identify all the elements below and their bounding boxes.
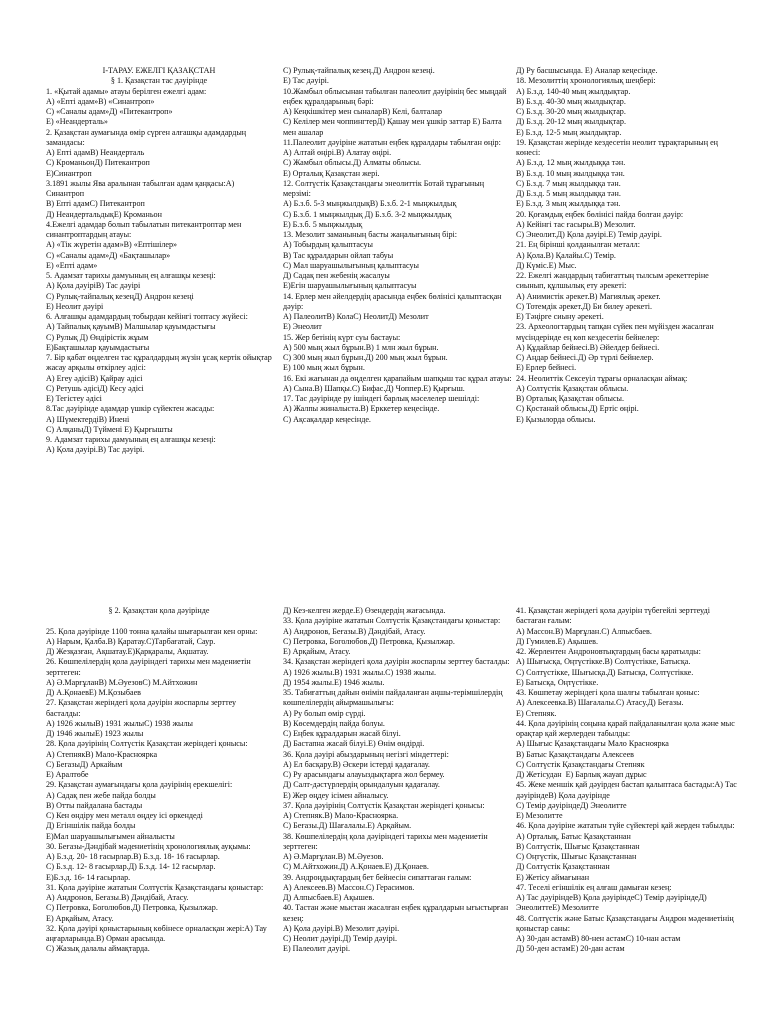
text-line: А) Қола дәуірі.В) Тас дәуірі. bbox=[46, 445, 145, 455]
text-line: С) Ру арасындағы алауыздықтарға жол бермеу. bbox=[283, 770, 445, 779]
text-line: В) Б.з.д. 40-30 мың жылдықтар. bbox=[516, 96, 626, 106]
text-line: С) Аңдар бейнесі.Д) Әр түрлі бейнелер. bbox=[516, 353, 654, 362]
text-line: Е) Энеолит bbox=[283, 322, 322, 332]
text-line: А) Ә.МарғұланВ) М.ӘуезовС) М.Айтхожин bbox=[46, 677, 198, 687]
text-line: С) Петровка, Боголюбов.Д) Петровка, Қызылжар. bbox=[283, 636, 455, 646]
text-line: 19. Қазақстан жерінде кездесетін неолит тұрақтарының ең көнесі: bbox=[516, 137, 721, 157]
text-line: Е) Неолит дәуірі bbox=[46, 301, 104, 311]
text-line: А) Тас дәуіріндеВ) Қола дәуіріндеС) Темір дәуіріндеД) ЭнеолиттеЕ) Мезолитте bbox=[516, 893, 709, 913]
text-line: 22. Ежелгі жандардың табиғаттың тылсым әрекеттеріне сиынып, құлшылық ету әрекеті: bbox=[516, 271, 711, 291]
text-line: А) Ру болып өмір сүрді. bbox=[283, 708, 366, 718]
text-line: 15. Жер бетінің күрт суы бастауы: bbox=[283, 332, 401, 342]
text-line: А) Тайпалық қауымВ) Малшылар қауымдастығы bbox=[46, 322, 216, 332]
text-line: 40. Тастан және мыстан жасалған еңбек құралдарын ығыстырған кезең: bbox=[283, 903, 511, 923]
text-line: А) Кейінгі тас ғасыры.В) Мезолит. bbox=[516, 219, 636, 229]
text-line: 18. Мезолиттің хронологиялық шеңбері: bbox=[516, 76, 656, 86]
page-part-bronze-age bbox=[46, 606, 739, 1016]
text-line: А) Б.з.д. 140-40 мың жылдықтар. bbox=[516, 86, 631, 96]
text-line: Е) «Епті адам» bbox=[46, 260, 98, 270]
text-line: 13. Мезолит заманының басты жаңалығының бірі: bbox=[283, 230, 458, 239]
text-line: 28. Қола дәуірінің Солтүстік Қазақстан жеріндегі қонысы: bbox=[46, 739, 248, 749]
text-line: А) Қола дәуірі.В) Мезолит дәуірі. bbox=[283, 923, 400, 933]
text-line: С) Мал шаруашылығының қалыптасуы bbox=[283, 260, 419, 270]
column-1 bbox=[46, 66, 272, 456]
text-line: С) Б.з.д. 30-20 мың жылдықтар. bbox=[516, 107, 626, 116]
text-line: А) Ел басқару.В) Әскери істерді қадағалау. bbox=[283, 759, 430, 769]
text-line: 43. Көшпетау жеріндегі қола шалғы табылған қоныс: bbox=[516, 688, 700, 697]
text-line: В) Батыс Қазақстандағы Алексеев bbox=[516, 749, 634, 759]
text-line: А) 30-дан астамВ) 80-нен астамС) 10-нан астам bbox=[516, 934, 681, 943]
text-line: 42. Жерлентен Андроновтықтардың басы қаратылды: bbox=[516, 647, 701, 656]
text-line: Е) Қызылорда облысы. bbox=[516, 414, 596, 424]
text-line: 38. Көшпелілердің қола дәуіріндегі тарихы мен мәдениетін зерттеген: bbox=[283, 831, 490, 851]
text-line: 3.1891 жылы Ява аралынан табылған адам қаңқасы:А) Синантроп bbox=[46, 178, 237, 198]
column-3 bbox=[516, 606, 738, 955]
text-line: 23. Археологтардың тапқан сүйек пен мүйізден жасалған мүсіндерінде ең көп кездесетін бейнелер: bbox=[516, 322, 716, 342]
text-line: Е) Тегістеу әдісі bbox=[46, 394, 102, 403]
text-line: С) Қостанай облысы.Д) Ертіс өңірі. bbox=[516, 404, 639, 414]
text-line: В) Отты пайдалана бастады bbox=[46, 800, 143, 810]
text-line: С) Б.з.д. 12- 8 ғасырлар.Д) Б.з.д. 14- 12 ғасырлар. bbox=[46, 862, 216, 872]
text-line: Е) Жер өңдеу ісімен айналысу. bbox=[283, 790, 389, 800]
text-line: А) Шығыс Қазақстандағы Мало Красноярка bbox=[516, 739, 669, 749]
text-line: А) Алексеев.В) Массон.С) Герасимов. bbox=[283, 882, 415, 892]
text-line: 11.Палеолит дәуіріне жататын еңбек құралдары табылған өңір: bbox=[283, 137, 501, 147]
text-line: С) Солтүстікке, Шығысқа.Д) Батысқа, Солтүстікке. bbox=[516, 667, 694, 677]
text-line: В) Тас құралдарын ойлап табуы bbox=[283, 250, 394, 260]
text-line: 6. Алғашқы адамдардың тобырдан кейінгі топтасу жүйесі: bbox=[46, 312, 248, 321]
text-line: С) Рулық-тайпалық кезең.Д) Андрон кезеңі. bbox=[283, 66, 435, 75]
column-1 bbox=[46, 606, 272, 955]
text-line: С) Жамбыл облысы.Д) Алматы облысы. bbox=[283, 158, 422, 168]
text-line: Д) Ру басшысында. Е) Аналар кеңесінде. bbox=[516, 66, 658, 75]
text-line: А) Андронов, Беғазы.В) Дәндібай, Атасу. bbox=[283, 626, 426, 636]
text-line: А) Алексеевка.В) Шағалалы.С) Атасу.Д) Беғазы. bbox=[516, 698, 684, 708]
text-line: 4.Ежелгі адамдар болып табылатын питекантроптар мен синантроптардың атауы: bbox=[46, 219, 244, 239]
text-line: Д) НеандертальдықЕ) Кроманьон bbox=[46, 209, 162, 219]
text-line: С) Кен өндіру мен металл өңдеу ісі өркендеді bbox=[46, 811, 203, 820]
text-line: 8.Тас дәуірінде адамдар үшкір сүйектен жасады: bbox=[46, 404, 215, 414]
text-line: Д) 50-ден астамЕ) 20-дан астам bbox=[516, 944, 625, 954]
column-2 bbox=[283, 66, 513, 425]
text-line: С) Б.з.д. 7 мың жылдыққа тән. bbox=[516, 178, 621, 188]
text-line: А) Алтай өңірі.В) Алатау өңірі. bbox=[283, 148, 392, 157]
text-line: С) Петровка, Боголюбов.Д) Петровка, Қызылжар. bbox=[46, 903, 218, 913]
text-line: Д) Б.з.д. 20-12 мың жылдықтар. bbox=[516, 117, 626, 127]
text-line: 34. Қазақстан жеріндегі қола дәуірін жоспарлы зерттеу басталды: bbox=[283, 657, 510, 667]
text-line: А) 1926 жылыВ) 1931 жылыС) 1938 жылы bbox=[46, 718, 193, 728]
text-line: С) КроманьонД) Питекантроп bbox=[46, 158, 150, 168]
text-line: А) ШүмектердіВ) Инені bbox=[46, 414, 130, 424]
text-line: 45. Жеке меншік қай дәуірден бастап қалыптаса бастады:А) Тас дәуіріндеВ) Қола дәуірінде bbox=[516, 780, 739, 800]
text-line: Е)Егін шаруашылығының қалыптасуы bbox=[283, 281, 417, 291]
text-line: Д) Гумилев.Е) Ақышев. bbox=[516, 636, 599, 646]
text-line: Д) Салт-дәстүрлердің орындалуын қадағалау. bbox=[283, 780, 440, 790]
text-line: Е) Ерлер бейнесі. bbox=[516, 363, 577, 373]
text-line: А) СтепнякВ) Мало-Красноярка bbox=[46, 749, 158, 759]
text-line: С) Еңбек құралдарын жасай білуі. bbox=[283, 729, 401, 738]
text-line: Д) Жетісудан Е) Барлық жауап дұрыс bbox=[516, 770, 647, 779]
text-line: А) Б.з.д. 12 мың жылдыққа тән. bbox=[516, 158, 626, 168]
text-line: Д) Б.з.д. 5 мың жылдыққа тән. bbox=[516, 189, 621, 198]
section-heading: I-ТАРАУ. ЕЖЕЛГІ ҚАЗАҚСТАН bbox=[102, 66, 216, 75]
text-line: А) Жалпы жиналыста.В) Ерккетер кеңесінде. bbox=[283, 404, 440, 414]
text-line: Д) 1946 жылыЕ) 1923 жылы bbox=[46, 729, 144, 738]
text-line: 31. Қола дәуіріне жататын Солтүстік Қазақстандағы қоныстар: bbox=[46, 882, 264, 892]
text-line: 1. «Қытай адамы» атауы берілген ежелгі адам: bbox=[46, 86, 207, 96]
text-line: Д) Жезқазған, Ақшатау.Е)Қарқаралы, Ақшатау. bbox=[46, 647, 209, 656]
text-line: Е)Б.з.д. 16- 14 ғасырлар. bbox=[46, 872, 131, 882]
text-line: В) Көсемдердің пайда болуы. bbox=[283, 718, 385, 728]
text-line: Е) Арқайым, Атасу. bbox=[283, 647, 351, 656]
text-line: С) Оңтүстік, Шығыс Қазақстаннан bbox=[516, 852, 637, 861]
text-line: 24. Неолиттік Сексеуіл тұрағы орналасқан аймақ: bbox=[516, 373, 688, 383]
text-line: С) Рулық-тайпалық кезеңД) Андрон кезеңі bbox=[46, 291, 194, 301]
text-line: А) Ә.Марғұлан.В) М.Әуезов. bbox=[283, 852, 384, 861]
text-line: Д) Бастапна жасай білуі.Е) Өнім өндірді. bbox=[283, 739, 425, 749]
text-line: С) Б.з.б. 1 мыңжылдық Д) Б.з.б. 3-2 мыңжылдық bbox=[283, 209, 452, 219]
text-line: 27. Қазақстан жеріндегі қола дәуірін жоспарлы зерттеу басталды: bbox=[46, 698, 239, 718]
text-line: С) «Саналы адам»Д) «Бақташылар» bbox=[46, 250, 171, 260]
text-line: Е) Батысқа, Оңтүстікке. bbox=[516, 677, 599, 687]
text-line: 10.Жамбыл облысынан табылған палеолит дәуірінің бес мыңдай еңбек құралдарының бәрі: bbox=[283, 86, 509, 106]
text-line: 39. Андроңдықтардың бет бейнесін сипаттаған ғалым: bbox=[283, 872, 472, 882]
column-3 bbox=[516, 66, 738, 425]
text-line: Е) Тәңірге сиыну әрекеті. bbox=[516, 312, 604, 321]
text-line: С) 300 мың жыл бұрын.Д) 200 мың жыл бұрын. bbox=[283, 353, 448, 362]
text-line: В) Орталық Қазақстан облысы. bbox=[516, 394, 625, 403]
text-line: Е)Синантроп bbox=[46, 168, 92, 178]
text-line: 26. Көшпелілердің қола дәуіріндегі тарихы мен мәдениетін зерттеген: bbox=[46, 657, 253, 677]
text-line: Д) Күміс.Е) Мыс. bbox=[516, 260, 577, 270]
text-line: С) Солтүстік Қазақстандағы Степняк bbox=[516, 759, 645, 769]
text-line: 7. Бір қабат өңделген тас құралдардың жүзін ұсақ кертік ойықтар жасау арқылы өткірлеу әдісі: bbox=[46, 353, 274, 373]
text-line: 2. Қазақстан аумағында өмір сүрген алғашқы адамдардың замандасы: bbox=[46, 127, 249, 147]
text-line: В) Солтүстік, Шығыс Қазақстаннан bbox=[516, 841, 640, 851]
text-line: В) Епті адамС) Питекантроп bbox=[46, 199, 145, 209]
text-line: А) Степняк.В) Мало-Красноярка. bbox=[283, 811, 399, 820]
text-line: 5. Адамзат тарихы дамуының ең алғашқы кезеңі: bbox=[46, 271, 216, 280]
text-line: А) Қола дәуіріВ) Тас дәуірі bbox=[46, 281, 141, 291]
text-line: А) Орталық, Батыс Қазақстаннан bbox=[516, 831, 631, 841]
text-line: Д) Солтүстік Қазақстаннан bbox=[516, 862, 610, 872]
text-line: 47. Теселі егіншілік ең алғаш дамыған кезең: bbox=[516, 882, 672, 892]
text-line: С) Ретушь әдісіД) Кесу әдісі bbox=[46, 383, 144, 393]
text-line: Е) Арқайым, Атасу. bbox=[46, 913, 114, 923]
text-line: А) Шығысқа, Оңтүстікке.В) Солтүстікке, Батысқа. bbox=[516, 657, 691, 667]
text-line: Е) Б.з.д. 12-5 мың жылдықтар. bbox=[516, 127, 622, 137]
text-line: С) Беғазы.Д) Шағалалы.Е) Арқайым. bbox=[283, 821, 412, 831]
text-line: С) БегазыД) Аркайым bbox=[46, 759, 123, 769]
text-line: С) Ақсақалдар кеңесінде. bbox=[283, 414, 371, 424]
text-line: А) Нарым, Қалба.В) Қаратау.С)Тарбағатай, Саур. bbox=[46, 636, 216, 646]
text-line: 17. Тас дәуірінде ру ішіндегі барлық мәселелер шешілді: bbox=[283, 394, 480, 403]
text-line: 46. Қола дәуіріне жататын түйе сүйектері қай жерден табылды: bbox=[516, 821, 735, 831]
text-line: А) Б.з.б. 5-3 мыңжылдықВ) Б.з.б. 2-1 мыңжылдық bbox=[283, 199, 457, 209]
text-line: А) Сына.В) Шапқы.С) Бифас.Д) Чоппер.Е) Қырғыш. bbox=[283, 383, 465, 393]
text-line: А) Массон.В) Марғұлан.С) Алпысбаев. bbox=[516, 626, 652, 636]
text-line: 35. Табиғаттың дайын өнімін пайдаланған аңшы-терімшілердің көшпелілердің айырмашылығы: bbox=[283, 688, 505, 708]
text-line: Д) А.ҚонаевЕ) М.Қозыбаев bbox=[46, 688, 141, 697]
text-line: С) АлқаныД) Түйменi Е) Қырғышты bbox=[46, 424, 173, 434]
text-line: А) ПалеолитВ) КолаС) НеолитД) Мезолит bbox=[283, 312, 429, 321]
text-line: Е) Тас дәуірі. bbox=[283, 76, 329, 86]
text-line: С) Рулық Д) Өндірістік жұым bbox=[46, 332, 149, 342]
text-line: Е)Бақташылар қауымдастығы bbox=[46, 342, 150, 352]
text-line: С) М.Айтхожин.Д) А.Қонаев.Е) Д.Қонаев. bbox=[283, 862, 429, 872]
text-line: 30. Беғазы-Дәндібай мәдениетінің хронологиялық ауқымы: bbox=[46, 841, 251, 851]
text-line: Е) 100 мың жыл бұрын. bbox=[283, 363, 365, 373]
text-line: 33. Қола дәуіріне жататын Солтүстік Қазақстандағы қоныстар: bbox=[283, 616, 501, 626]
text-line: Е) Палеолит дәуірі. bbox=[283, 944, 350, 954]
text-line: А) Құдайлар бейнесі.В) Әйелдер бейнесі. bbox=[516, 342, 660, 352]
text-line: 36. Қола дәуірі абыздарының негізгі міндеттері: bbox=[283, 749, 449, 759]
section-heading: § 1. Қазақстан тас дәуірінде bbox=[110, 76, 208, 86]
text-line: А) Садақ пен жебе пайда болды bbox=[46, 790, 156, 800]
text-line: 32. Қола дәуірі қоныстарының көбінесе орналасқан жері:А) Тау аңғарларында.В) Орман арасында. bbox=[46, 923, 269, 943]
text-line: С) «Саналы адам»Д) «Питекантроп» bbox=[46, 107, 173, 116]
text-line: А) Солтүстік Қазақстан облысы. bbox=[516, 383, 629, 393]
text-line: А) Кеңкішкітер мен сыналарВ) Келі, балталар bbox=[283, 107, 443, 116]
text-line: 25. Қола дәуірінде 1100 тонна қалайы шығарылған кен орны: bbox=[46, 626, 258, 636]
text-line: 44. Қола дәуірінің соңына қарай пайдаланылған қола және мыс орақтар қай жерлерден табылды: bbox=[516, 718, 737, 738]
text-line: Д) 1954 жылы.Е) 1946 жылы. bbox=[283, 677, 385, 687]
text-line: А) 500 мың жыл бұрын.В) 1 млн жыл бұрын. bbox=[283, 342, 439, 352]
text-line: Д) Егіншілік пайда болды bbox=[46, 821, 136, 831]
text-line: А) Епті адамВ) Неандерталь bbox=[46, 148, 145, 157]
text-line: Д) Кез-келген жерде.Е) Өзендердің жағасында. bbox=[283, 606, 446, 615]
text-line: 21. Ең бірінші қолданылған металл: bbox=[516, 240, 640, 250]
text-line: Е)Мал шаруашылығымен айналысты bbox=[46, 831, 175, 841]
text-line: 41. Қазақстан жеріндегі қола дәуірін түбегейлі зерттеуді бастаған ғалым: bbox=[516, 606, 712, 626]
text-line: А) Қола.В) Қалайы.С) Темір. bbox=[516, 250, 616, 260]
text-line: Е) Аралтөбе bbox=[46, 770, 89, 779]
text-line: Е) Жетісу аймағынан bbox=[516, 872, 590, 882]
text-line: 37. Қола дәуірінің Солтүстік Қазақстан жеріндегі қонысы: bbox=[283, 800, 485, 810]
text-line: С) Темір дәуіріндеД) Энеолитте bbox=[516, 800, 627, 810]
text-line: Е) Б.з.д. 3 мың жылдыққа тән. bbox=[516, 199, 621, 209]
text-line: Е) Орталық Қазақстан жері. bbox=[283, 168, 380, 178]
section-heading: § 2. Қазақстан қола дәуірінде bbox=[108, 606, 210, 615]
text-line: А) «Епті адам»В) «Синантроп» bbox=[46, 96, 155, 106]
text-line: В) Б.з.д. 10 мың жылдыққа тән. bbox=[516, 168, 625, 178]
text-line: Е) Мезолитте bbox=[516, 811, 563, 820]
text-line: А) Б.з.д. 20- 18 ғасырлар.В) Б.з.д. 18- 16 ғасырлар. bbox=[46, 852, 220, 861]
text-line bbox=[46, 616, 272, 626]
text-line: С) Тотемдік әрекет.Д) Би билеу әрекеті. bbox=[516, 301, 653, 311]
text-line: С) Жазық далалы аймақтарда. bbox=[46, 944, 150, 954]
text-line: 9. Адамзат тарихы дамуының ең алғашқы кезеңі: bbox=[46, 435, 216, 444]
text-line: А) Егеу әдісіВ) Қайрау әдісі bbox=[46, 373, 143, 383]
column-2 bbox=[283, 606, 513, 955]
text-line: Е) «Неандерталь» bbox=[46, 117, 108, 127]
text-line: 12. Солтүстік Қазақстандағы энеолиттік Ботай тұрағының мерзімі: bbox=[283, 178, 487, 198]
text-line: 14. Ерлер мен әйелдердің арасында еңбек бөлінісі қалыптасқан дәуір: bbox=[283, 291, 504, 311]
text-line: А) Андронов, Беғазы.В) Дәндібай, Атасу. bbox=[46, 893, 189, 902]
text-line: 16. Екі жағынан да өңделген қарапайым шапқыш тас құрал атауы: bbox=[283, 373, 512, 383]
text-line: А) «Тік жүретін адам»В) «Ептішілер» bbox=[46, 240, 178, 250]
text-line: А) Анимистік әрекет.В) Магиялық әрекет. bbox=[516, 291, 661, 301]
text-line: Е) Степняк. bbox=[516, 708, 557, 718]
text-line: А) Тобырдың қалыптасуы bbox=[283, 240, 373, 250]
text-line: А) 1926 жылы.В) 1931 жылы.С) 1938 жылы. bbox=[283, 667, 437, 677]
text-line: Е) Б.з.б. 5 мыңжылдық bbox=[283, 219, 363, 229]
text-line: Д) Садақ пен жебенің жасалуы bbox=[283, 271, 390, 280]
text-line: С) Келілер мен чоппингтерД) Қашау мен ұшкір заттар Е) Балта мен ашалар bbox=[283, 117, 504, 137]
text-line: 29. Қазақстан аумағындағы қола дәуірінің ерекшелігі: bbox=[46, 780, 233, 790]
text-line: 20. Қоғамдық еңбек бөлінісі пайда болған дәуір: bbox=[516, 209, 684, 219]
text-line: С) Неолит дәуірі.Д) Темір дәуірі. bbox=[283, 934, 397, 943]
page-part-stone-age bbox=[46, 66, 736, 486]
text-line: 48. Солтүстік және Батыс Қазақстандағы Андрон мәдениетінің қоныстар саны: bbox=[516, 913, 736, 933]
text-line: С) Энеолит.Д) Қола дәуірі.Е) Темір дәуірі. bbox=[516, 230, 662, 239]
text-line: Д) Алпысбаев.Е) Ақышев. bbox=[283, 893, 375, 902]
